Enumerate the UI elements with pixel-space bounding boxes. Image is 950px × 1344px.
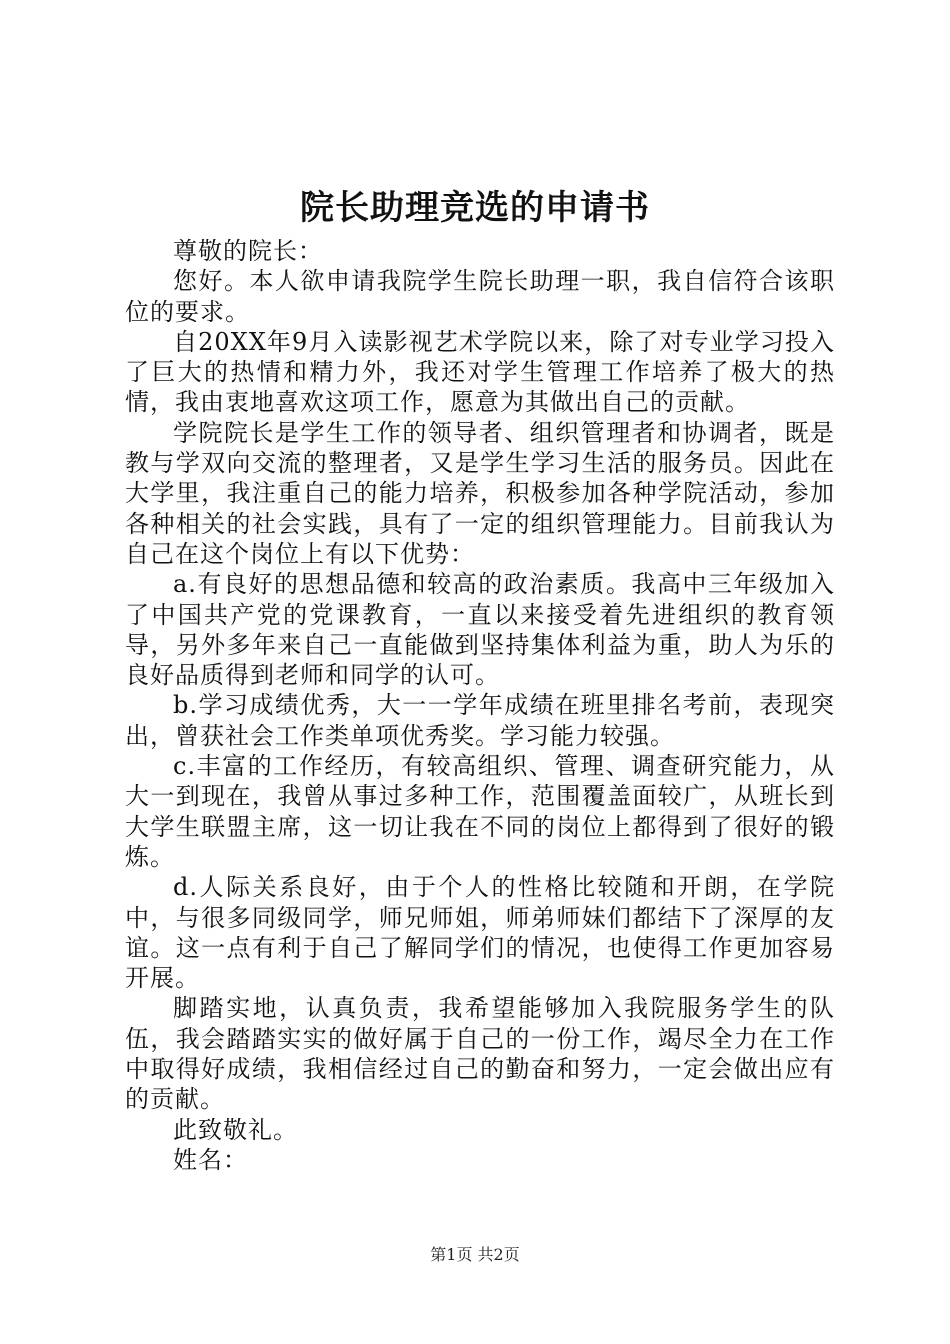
role-paragraph: 学院院长是学生工作的领导者、组织管理者和协调者，既是教与学双向交流的整理者，又是学生学习生活的服务员。因此在大学里，我注重自己的能力培养，积极参加各种学院活动，参加各种相关的社会实践，具有了一定的组织管理能力。目前我认为自己在这个岗位上有以下优势： xyxy=(125,418,835,568)
closing-paragraph: 脚踏实地，认真负责，我希望能够加入我院服务学生的队伍，我会踏踏实实的做好属于自己的一份工作，竭尽全力在工作中取得好成绩，我相信经过自己的勤奋和努力，一定会做出应有的贡献。 xyxy=(125,994,835,1114)
background-paragraph: 自20XX年9月入读影视艺术学院以来，除了对专业学习投入了巨大的热情和精力外，我还对学生管理工作培养了极大的热情，我由衷地喜欢这项工作，愿意为其做出自己的贡献。 xyxy=(125,327,835,417)
page-number-footer: 第1页 共2页 xyxy=(430,1245,520,1264)
advantage-d-paragraph: d.人际关系良好，由于个人的性格比较随和开朗，在学院中，与很多同级同学，师兄师姐，师弟师妹们都结下了深厚的友谊。这一点有利于自己了解同学们的情况，也使得工作更加容易开展。 xyxy=(125,873,835,993)
document-title: 院长助理竞选的申请书 xyxy=(300,188,650,228)
advantage-a-paragraph: a.有良好的思想品德和较高的政治素质。我高中三年级加入了中国共产党的党课教育，一直以来接受着先进组织的教育领导，另外多年来自己一直能做到坚持集体利益为重，助人为乐的良好品质得到老师和同学的认可。 xyxy=(125,570,835,690)
signature-name-line: 姓名： xyxy=(173,1145,248,1174)
advantage-b-paragraph: b.学习成绩优秀，大一一学年成绩在班里排名考前，表现突出，曾获社会工作类单项优秀奖。学习能力较强。 xyxy=(125,691,835,750)
document-body xyxy=(125,236,835,1175)
regards-line: 此致敬礼。 xyxy=(173,1115,298,1144)
salutation: 尊敬的院长： xyxy=(173,237,323,265)
advantage-c-paragraph: c.丰富的工作经历，有较高组织、管理、调查研究能力，从大一到现在，我曾从事过多种工作，范围覆盖面较广，从班长到大学生联盟主席，这一切让我在不同的岗位上都得到了很好的锻炼。 xyxy=(125,752,835,871)
greeting-paragraph: 您好。本人欲申请我院学生院长助理一职，我自信符合该职位的要求。 xyxy=(125,267,835,326)
